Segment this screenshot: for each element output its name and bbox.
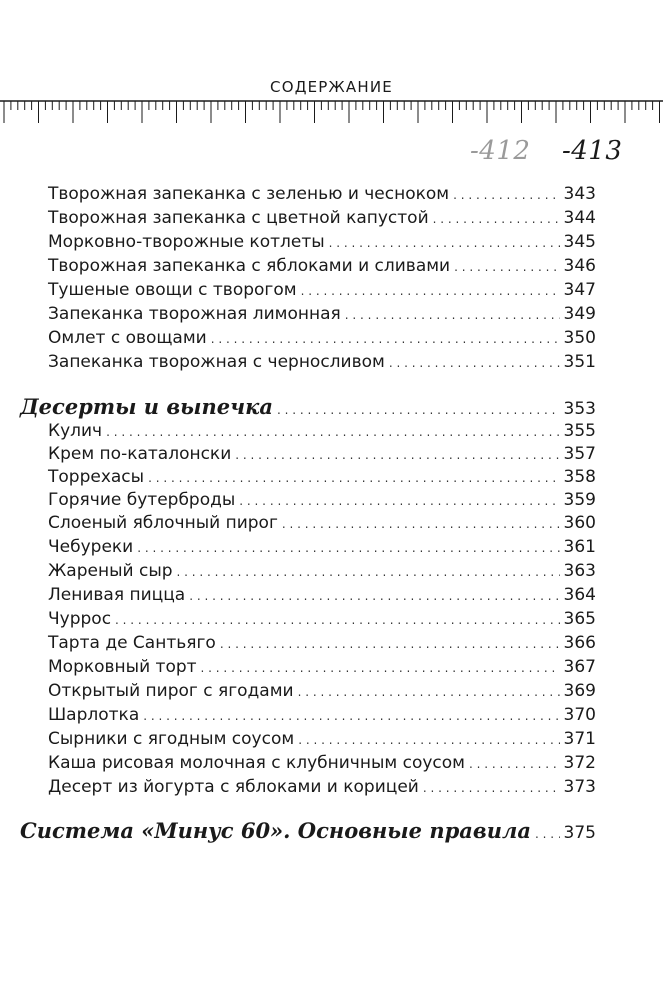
dot-leader <box>433 212 560 226</box>
toc-entry[interactable] <box>48 513 596 537</box>
dot-leader <box>201 661 560 675</box>
toc-entry-page: 358 <box>563 467 596 487</box>
toc-entry-title: Запеканка творожная лимонная <box>48 304 341 324</box>
toc-entry-page: 346 <box>563 256 596 276</box>
toc-entry[interactable] <box>48 753 596 777</box>
toc-entry-title: Морковный торт <box>48 657 197 677</box>
current-page-number: -413 <box>561 136 623 166</box>
toc-entry[interactable] <box>48 657 596 681</box>
toc-entry[interactable] <box>48 537 596 561</box>
toc-section[interactable] <box>20 818 596 842</box>
toc-entry-page: 359 <box>563 490 596 510</box>
toc-entry-page: 355 <box>563 421 596 441</box>
toc-entry-title: Чебуреки <box>48 537 134 557</box>
toc-entry-page: 371 <box>563 729 596 749</box>
toc-entry-page: 343 <box>563 184 596 204</box>
dot-leader <box>301 284 560 298</box>
toc-entry-title: Морковно-творожные котлеты <box>48 232 325 252</box>
dot-leader <box>143 709 559 723</box>
dot-leader <box>469 757 560 771</box>
toc-entry[interactable] <box>48 633 596 657</box>
toc-entry-title: Десерты и выпечка <box>20 394 273 419</box>
toc-entry-page: 372 <box>563 753 596 773</box>
toc-entry[interactable] <box>48 280 596 304</box>
toc-entry-title: Ленивая пицца <box>48 585 186 605</box>
dot-leader <box>115 613 560 627</box>
dot-leader <box>177 565 560 579</box>
toc-entry-title: Крем по-каталонски <box>48 444 232 464</box>
dot-leader <box>148 471 559 485</box>
toc-entry-title: Горячие бутерброды <box>48 490 236 510</box>
toc-entry-title: Творожная запеканка с яблоками и сливами <box>48 256 451 276</box>
toc-entry-page: 363 <box>563 561 596 581</box>
toc-entry[interactable] <box>48 256 596 280</box>
toc-entry-title: Чуррос <box>48 609 112 629</box>
toc-entry-title: Каша рисовая молочная с клубничным соусом <box>48 753 465 773</box>
toc-entry[interactable] <box>48 561 596 585</box>
toc-entry-page: 353 <box>563 399 596 419</box>
toc-entry-title: Омлет с овощами <box>48 328 207 348</box>
toc-entry[interactable] <box>48 304 596 328</box>
toc-entry[interactable] <box>48 729 596 753</box>
dot-leader <box>220 637 560 651</box>
toc-entry-title: Сырники с ягодным соусом <box>48 729 295 749</box>
toc-entry-title: Система «Минус 60». Основные правила <box>20 818 531 843</box>
toc-entry-page: 349 <box>563 304 596 324</box>
toc-entry[interactable] <box>48 421 596 445</box>
page-title: СОДЕРЖАНИЕ <box>270 78 393 96</box>
dot-leader <box>423 781 560 795</box>
dot-leader <box>282 517 560 531</box>
dot-leader <box>239 494 559 508</box>
toc-entry-page: 351 <box>563 352 596 372</box>
toc-entry-page: 350 <box>563 328 596 348</box>
dot-leader <box>137 541 559 555</box>
toc-entry-page: 361 <box>563 537 596 557</box>
dot-leader <box>277 403 560 417</box>
toc-entry-page: 375 <box>563 823 596 843</box>
dot-leader <box>345 308 560 322</box>
toc-entry-title: Запеканка творожная с черносливом <box>48 352 385 372</box>
toc-entry-title: Тушеные овощи с творогом <box>48 280 297 300</box>
dot-leader <box>298 733 559 747</box>
toc-entry-page: 373 <box>563 777 596 797</box>
dot-leader <box>235 448 559 462</box>
toc-entry-page: 365 <box>563 609 596 629</box>
dot-leader <box>453 188 559 202</box>
toc-entry[interactable] <box>48 467 596 491</box>
toc-entry-page: 344 <box>563 208 596 228</box>
toc-entry-title: Шарлотка <box>48 705 140 725</box>
toc-entry-page: 370 <box>563 705 596 725</box>
toc-entry-page: 357 <box>563 444 596 464</box>
toc-entry[interactable] <box>48 490 596 514</box>
toc-entry-page: 366 <box>563 633 596 653</box>
toc-entry-title: Торрехасы <box>48 467 145 487</box>
toc-entry[interactable] <box>48 184 596 208</box>
toc-entry[interactable] <box>48 609 596 633</box>
dot-leader <box>389 356 560 370</box>
previous-page-number: -412 <box>470 136 531 166</box>
toc-entry-title: Слоеный яблочный пирог <box>48 513 278 533</box>
dot-leader <box>329 236 560 250</box>
toc-entry-title: Десерт из йогурта с яблоками и корицей <box>48 777 419 797</box>
toc-entry-title: Тарта де Сантьяго <box>48 633 216 653</box>
dot-leader <box>189 589 559 603</box>
toc-entry[interactable] <box>48 705 596 729</box>
toc-entry-page: 369 <box>563 681 596 701</box>
toc-entry-page: 364 <box>563 585 596 605</box>
toc-entry-title: Жареный сыр <box>48 561 173 581</box>
toc-entry-title: Творожная запеканка с зеленью и чесноком <box>48 184 450 204</box>
toc-entry[interactable] <box>48 681 596 705</box>
toc-entry-page: 345 <box>563 232 596 252</box>
dot-leader <box>298 685 560 699</box>
toc-entry[interactable] <box>48 585 596 609</box>
toc-entry[interactable] <box>48 328 596 352</box>
dot-leader <box>211 332 560 346</box>
toc-entry-title: Кулич <box>48 421 103 441</box>
toc-entry-title: Творожная запеканка с цветной капустой <box>48 208 429 228</box>
toc-entry[interactable] <box>48 232 596 256</box>
toc-entry[interactable] <box>48 777 596 801</box>
dot-leader <box>454 260 559 274</box>
toc-section[interactable] <box>20 394 596 418</box>
toc-entry[interactable] <box>48 444 596 468</box>
toc-entry-title: Открытый пирог с ягодами <box>48 681 294 701</box>
toc-entry[interactable] <box>48 208 596 232</box>
dot-leader <box>106 425 559 439</box>
toc-entry-page: 360 <box>563 513 596 533</box>
toc-entry[interactable] <box>48 352 596 376</box>
toc-entry-page: 367 <box>563 657 596 677</box>
dot-leader <box>535 827 560 841</box>
toc-entry-page: 347 <box>563 280 596 300</box>
